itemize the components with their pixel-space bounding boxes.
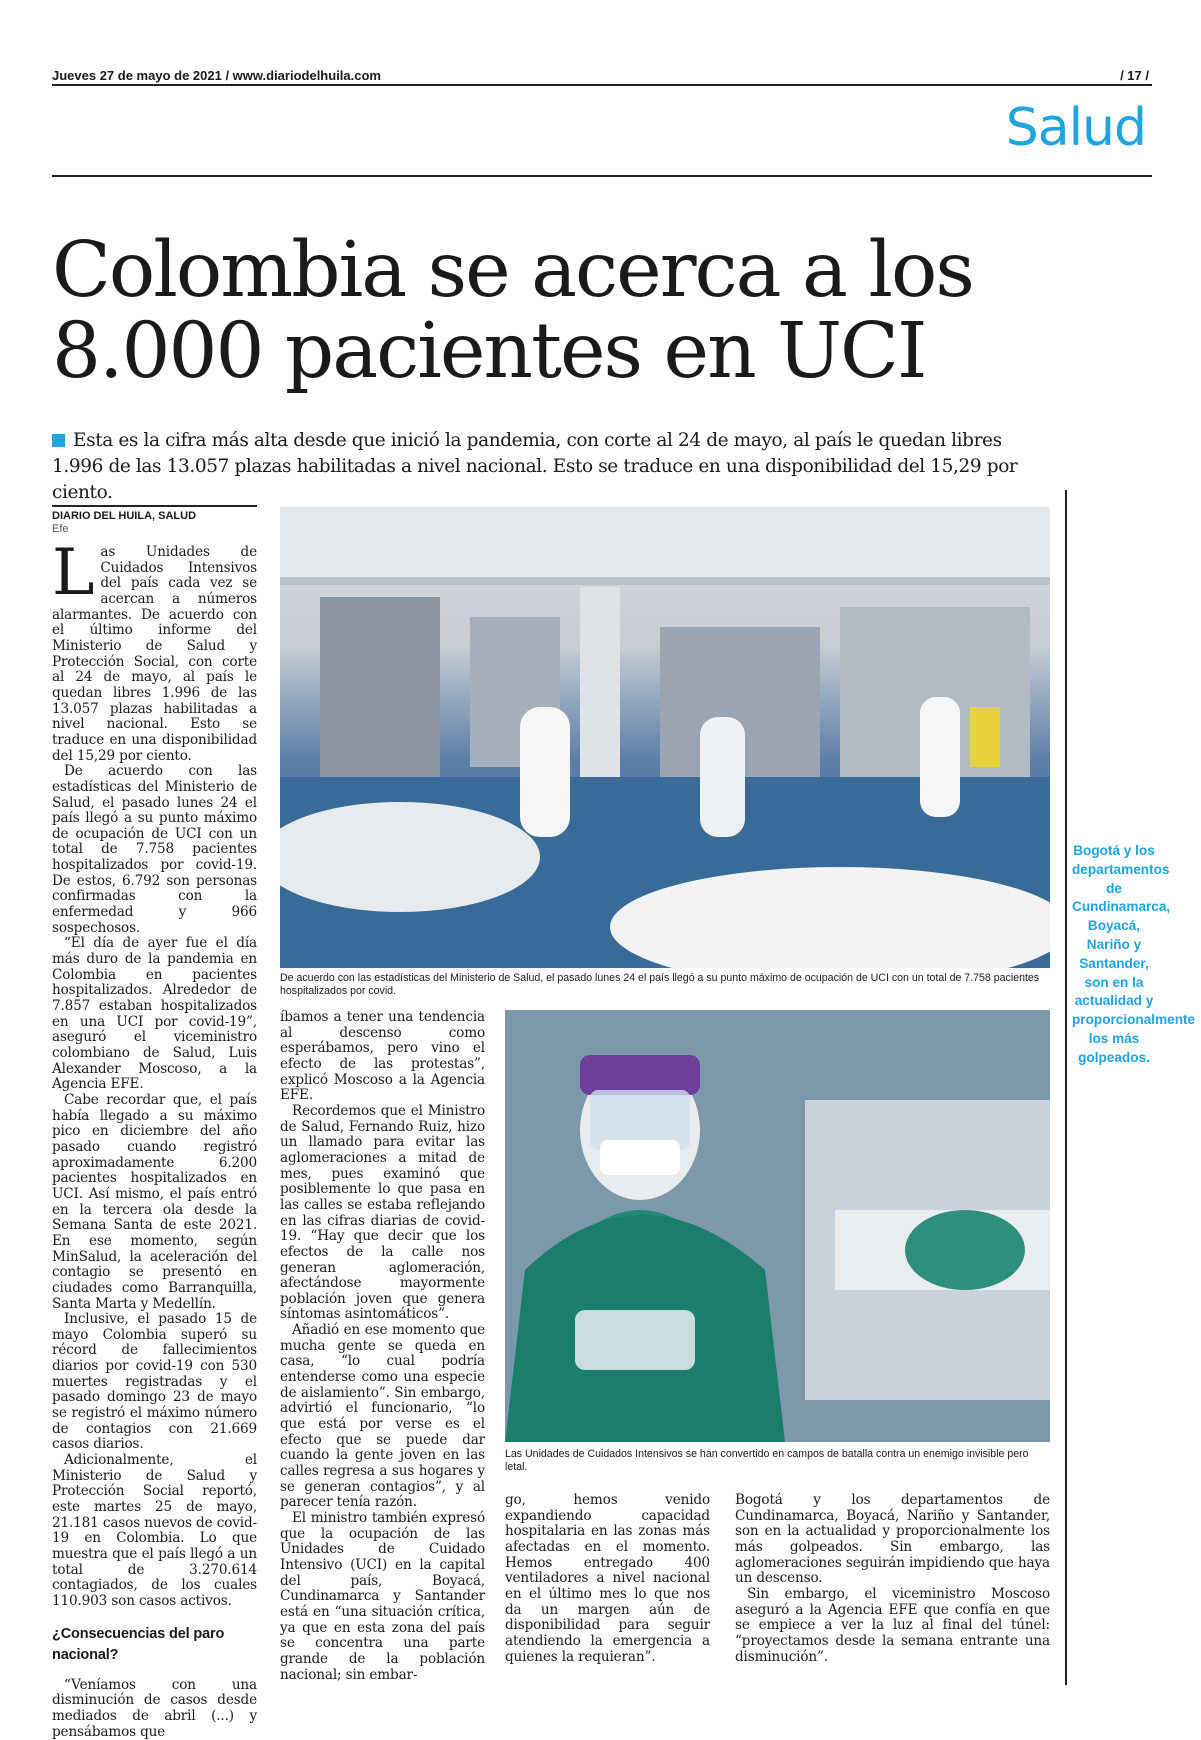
health-worker-illustration-icon <box>505 1010 1050 1442</box>
paragraph: Añadió en ese momento que mucha gente se queda en casa, “lo cual podría entenderse como una especie de aislamiento”. Sin embargo, advirtió el funcionario, “lo que está por verse es el efecto que se puede dar cuando la gente joven en las calles regresa a sus hogares y se generan contagios”, y al parecer tenía razón. <box>280 1322 485 1511</box>
pull-quote: Bogotá y los departamentos de Cundinamarca, Boyacá, Nariño y Santander, son en la actualidad y proporcionalmente los más golpeados. <box>1072 843 1196 1065</box>
photo-2-caption: Las Unidades de Cuidados Intensivos se han convertido en campos de batalla contra un enemigo invisible pero letal. <box>505 1448 1029 1473</box>
headline-line-1: Colombia se acerca a los <box>52 226 973 315</box>
paragraph: Sin embargo, el viceministro Moscoso aseguró a la Agencia EFE que confía en que se empiece a ver la luz al final del túnel: “proyectamos desde la semana entrante una disminución”. <box>735 1585 1050 1665</box>
paragraph: Recordemos que el Ministro de Salud, Fernando Ruiz, hizo un llamado para evitar las aglomeraciones a mitad de mes, pues examinó que posiblemente lo que pasa en las calles se estaba reflejando en las cifras diarias de covid-19. “Hay que decir que los efectos de la calle nos generan aglomeración, afectándose mayormente población joven que genera síntomas asintomáticos”. <box>280 1102 485 1323</box>
paragraph: Bogotá y los departamentos de Cundinamarca, Boyacá, Nariño y Santander, son en la actualidad y proporcionalmente los más golpeados. Sin embargo, las aglomeraciones seguirán impidiendo que haya un descenso. <box>735 1492 1050 1587</box>
subheading: ¿Consecuencias del paro nacional? <box>52 1625 225 1663</box>
deck-text: Esta es la cifra más alta desde que inició la pandemia, con corte al 24 de mayo, al país le quedan libres 1.996 de las 13.057 plazas habilitadas a nivel nacional. Esto se traduce en una disponibilidad del 15,29 por ciento. <box>52 430 1018 503</box>
paragraph: “El día de ayer fue el día más duro de la pandemia en Colombia en pacientes hospitalizados. Alrededor de 7.857 estaban hospitalizados en una UCI por covid-19”, aseguró el viceministro colombiano de Salud, Luis Alexander Moscoso, a la Agencia EFE. <box>52 935 257 1093</box>
paragraph: “Veníamos con una disminución de casos desde mediados de abril (...) y pensábamos que <box>52 1676 257 1740</box>
photo-health-worker <box>505 1010 1050 1442</box>
column-2 <box>280 1010 485 1683</box>
paragraph: Inclusive, el pasado 15 de mayo Colombia superó su récord de fallecimientos diarios por covid-19 con 530 muertes registradas y el pasado domingo 23 de mayo se registró el máximo número de contagios con 21.669 casos diarios. <box>52 1311 257 1453</box>
paragraph: as Unidades de Cuidados Intensivos del país cada vez se acercan a números alarmantes. De acuerdo con el último informe del Ministerio de Salud y Protección Social, con corte al 24 de mayo, al país le quedan libres 1.996 de las 13.057 plazas habilitadas a nivel nacional. Esto se traduce en una disponibilidad del 15,29 por ciento. <box>52 544 257 764</box>
byline: DIARIO DEL HUILA, SALUD <box>52 505 257 522</box>
column-1 <box>52 536 257 1740</box>
section-rule <box>52 175 1152 177</box>
deck <box>52 428 1042 506</box>
page-number: / 17 / <box>1120 68 1149 83</box>
column-4 <box>735 1493 1050 1665</box>
credit: Efe <box>52 523 69 535</box>
column-3 <box>505 1493 710 1665</box>
headline-line-2: 8.000 pacientes en UCI <box>52 307 926 396</box>
dropcap: L <box>52 536 95 610</box>
paragraph: De acuerdo con las estadísticas del Ministerio de Salud, el pasado lunes 24 el país llegó a su punto máximo de ocupación de UCI con un total de 7.758 pacientes hospitalizados por covid-19. De estos, 6.792 son personas confirmadas con la enfermedad y 966 sospechosos. <box>52 763 257 936</box>
section-title: Salud <box>1005 98 1146 158</box>
paragraph: Cabe recordar que, el país había llegado a su máximo pico en diciembre del año pasado cuando registró aproximadamente 6.200 pacientes hospitalizados en UCI. Así mismo, el país entró en la tercera ola desde la Semana Santa de este 2021. En ese momento, según MinSalud, la aceleración del contagio se presentó en ciudades como Barranquilla, Santa Marta y Medellín. <box>52 1091 257 1312</box>
deck-bullet-icon <box>52 434 65 447</box>
date-and-website: Jueves 27 de mayo de 2021 / www.diariodelhuila.com <box>52 68 381 83</box>
photo-1-caption: De acuerdo con las estadísticas del Ministerio de Salud, el pasado lunes 24 el país llegó a su punto máximo de ocupación de UCI con un total de 7.758 pacientes hospitalizados por covid. <box>280 972 1040 997</box>
headline <box>52 226 1162 396</box>
sidebar-divider <box>1065 490 1067 1685</box>
paragraph: íbamos a tener una tendencia al descenso como esperábamos, pero vino el efecto de las protestas”, explicó Moscoso a la Agencia EFE. <box>280 1009 485 1104</box>
paragraph: El ministro también expresó que la ocupación de las Unidades de Cuidado Intensivo (UCI) en la capital del país, Boyacá, Cundinamarca y Santander está en “una situación crítica, ya que en esta zona del país se concentra una parte grande de la población nacional; sin embar- <box>280 1510 485 1683</box>
icu-ward-illustration-icon <box>280 507 1050 968</box>
paragraph: go, hemos venido expandiendo capacidad hospitalaria en las zonas más afectadas en el momento. Hemos entregado 400 ventiladores a nivel nacional en el último mes lo que nos da un margen aún de disponibilidad para seguir atendiendo la emergencia a quienes la requieran”. <box>505 1492 710 1665</box>
header-rule <box>52 84 1152 86</box>
photo-icu-ward <box>280 507 1050 968</box>
paragraph: Adicionalmente, el Ministerio de Salud y Protección Social reportó, este martes 25 de mayo, 21.181 casos nuevos de covid-19 en Colombia. Lo que muestra que el país llegó a un total de 3.270.614 contagiados, de los cuales 110.903 son casos activos. <box>52 1452 257 1609</box>
